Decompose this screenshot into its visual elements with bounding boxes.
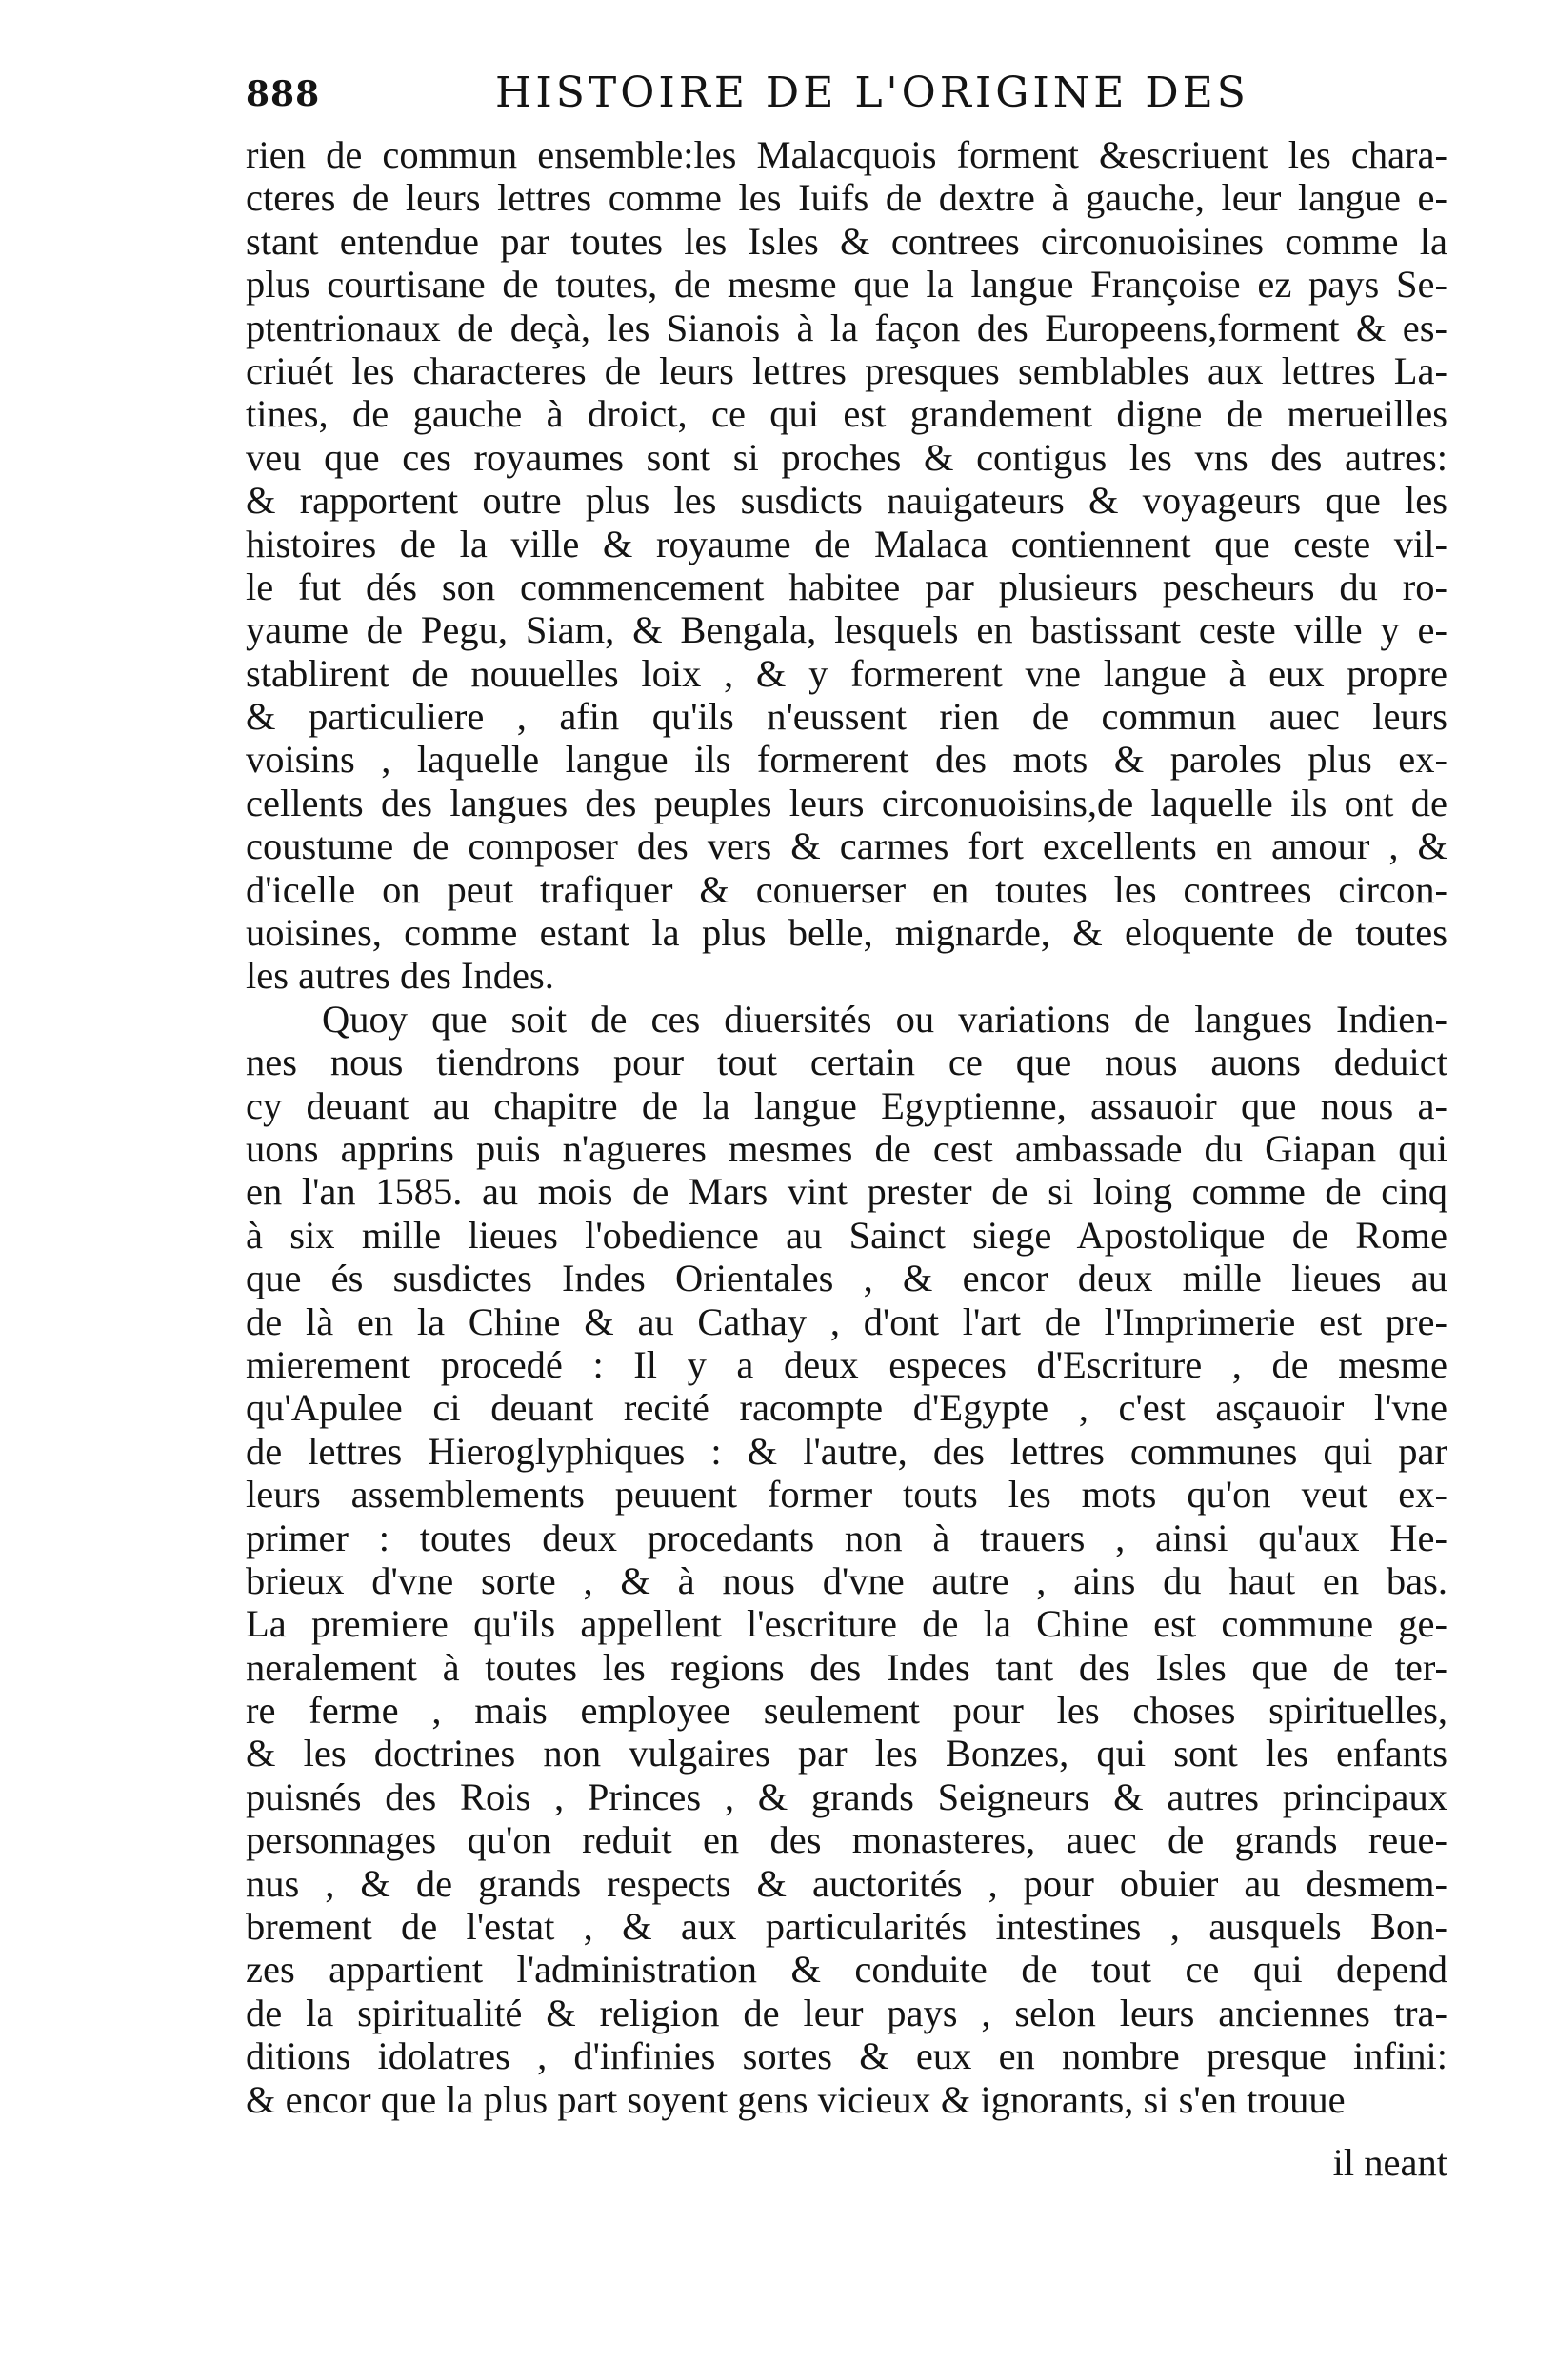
text-line: voisins , laquelle langue ils formerent des mots & paroles plus ex- <box>246 738 1447 782</box>
text-line: personnages qu'on reduit en des monasteres, auec de grands reue- <box>246 1818 1447 1862</box>
text-line: mierement procedé : Il y a deux especes d'Escriture , de mesme <box>246 1342 1447 1386</box>
text-line: de la spiritualité & religion de leur pays , selon leurs anciennes tra- <box>246 1991 1447 2034</box>
body-text <box>246 133 1447 2121</box>
page-number: 888 <box>246 74 321 114</box>
text-line: de là en la Chine & au Cathay , d'ont l'art de l'Imprimerie est pre- <box>246 1299 1447 1343</box>
text-line: histoires de la ville & royaume de Malaca contiennent que ceste vil- <box>246 522 1447 565</box>
text-line: cteres de leurs lettres comme les Iuifs de dextre à gauche, leur langue e- <box>246 176 1447 220</box>
text-line: cy deuant au chapitre de la langue Egyptienne, assauoir que nous a- <box>246 1083 1447 1127</box>
text-line: neralement à toutes les regions des Indes tant des Isles que de ter- <box>246 1645 1447 1689</box>
text-line: zes appartient l'administration & conduite de tout ce qui depend <box>246 1948 1447 1992</box>
text-line: veu que ces royaumes sont si proches & contigus les vns des autres: <box>246 435 1447 479</box>
text-line: stant entendue par toutes les Isles & contrees circonuoisines comme la <box>246 219 1447 263</box>
text-line: criuét les characteres de leurs lettres presques semblables aux lettres La- <box>246 348 1447 392</box>
text-line: cellents des langues des peuples leurs circonuoisins,de laquelle ils ont de <box>246 781 1447 824</box>
text-line: plus courtisane de toutes, de mesme que la langue Françoise ez pays Se- <box>246 263 1447 307</box>
text-line: que és susdictes Indes Orientales , & encor deux mille lieues au <box>246 1257 1447 1300</box>
text-line: leurs assemblements peuuent former touts les mots qu'on veut ex- <box>246 1473 1447 1517</box>
text-line: qu'Apulee ci deuant recité racompte d'Egypte , c'est asçauoir l'vne <box>246 1386 1447 1430</box>
text-line: en l'an 1585. au mois de Mars vint prester de si loing comme de cinq <box>246 1170 1447 1214</box>
text-line: d'icelle on peut trafiquer & conuerser en toutes les contrees circon- <box>246 867 1447 911</box>
text-line: ditions idolatres , d'infinies sortes & eux en nombre presque infini: <box>246 2034 1447 2078</box>
text-line: La premiere qu'ils appellent l'escriture de la Chine est commune ge- <box>246 1602 1447 1646</box>
text-line: yaume de Pegu, Siam, & Bengala, lesquels en bastissant ceste ville y e- <box>246 608 1447 652</box>
running-title: HISTOIRE DE L'ORIGINE DES <box>495 69 1249 117</box>
text-line: Quoy que soit de ces diuersités ou variations de langues Indien- <box>322 997 1447 1041</box>
text-line: puisnés des Rois , Princes , & grands Seigneurs & autres principaux <box>246 1775 1447 1818</box>
text-line: brieux d'vne sorte , & à nous d'vne autre , ains du haut en bas. <box>246 1558 1447 1602</box>
text-line: les autres des Indes. <box>246 954 554 998</box>
text-line: & particuliere , afin qu'ils n'eussent rien de commun auec leurs <box>246 695 1447 739</box>
text-line: nus , & de grands respects & auctorités , pour obuier au desmem- <box>246 1861 1447 1905</box>
text-line: stablirent de nouuelles loix , & y formerent vne langue à eux propre <box>246 651 1447 695</box>
text-line: & les doctrines non vulgaires par les Bonzes, qui sont les enfants <box>246 1732 1447 1775</box>
text-line: coustume de composer des vers & carmes fort excellents en amour , & <box>246 824 1447 868</box>
text-line: re ferme , mais employee seulement pour les choses spirituelles, <box>246 1689 1447 1733</box>
text-line: primer : toutes deux procedants non à trauers , ainsi qu'aux He- <box>246 1516 1447 1559</box>
text-line: le fut dés son commencement habitee par plusieurs pescheurs du ro- <box>246 565 1447 608</box>
text-line: nes nous tiendrons pour tout certain ce que nous auons deduict <box>246 1041 1447 1084</box>
page-header <box>246 69 1447 129</box>
catchword: il neant <box>1332 2141 1447 2184</box>
text-line: uons apprins puis n'agueres mesmes de cest ambassade du Giapan qui <box>246 1126 1447 1170</box>
text-line: brement de l'estat , & aux particularités intestines , ausquels Bon- <box>246 1905 1447 1949</box>
text-line: & encor que la plus part soyent gens vicieux & ignorants, si s'en trouue <box>246 2077 1346 2121</box>
text-line: uoisines, comme estant la plus belle, mignarde, & eloquente de toutes <box>246 911 1447 955</box>
text-line: rien de commun ensemble:les Malacquois forment &escriuent les chara- <box>246 133 1447 176</box>
text-line: de lettres Hieroglyphiques : & l'autre, des lettres communes qui par <box>246 1429 1447 1473</box>
text-line: & rapportent outre plus les susdicts nauigateurs & voyageurs que les <box>246 479 1447 523</box>
text-line: à six mille lieues l'obedience au Sainct siege Apostolique de Rome <box>246 1213 1447 1257</box>
text-line: ptentrionaux de deçà, les Sianois à la façon des Europeens,forment & es- <box>246 306 1447 349</box>
text-line: tines, de gauche à droict, ce qui est grandement digne de merueilles <box>246 392 1447 436</box>
